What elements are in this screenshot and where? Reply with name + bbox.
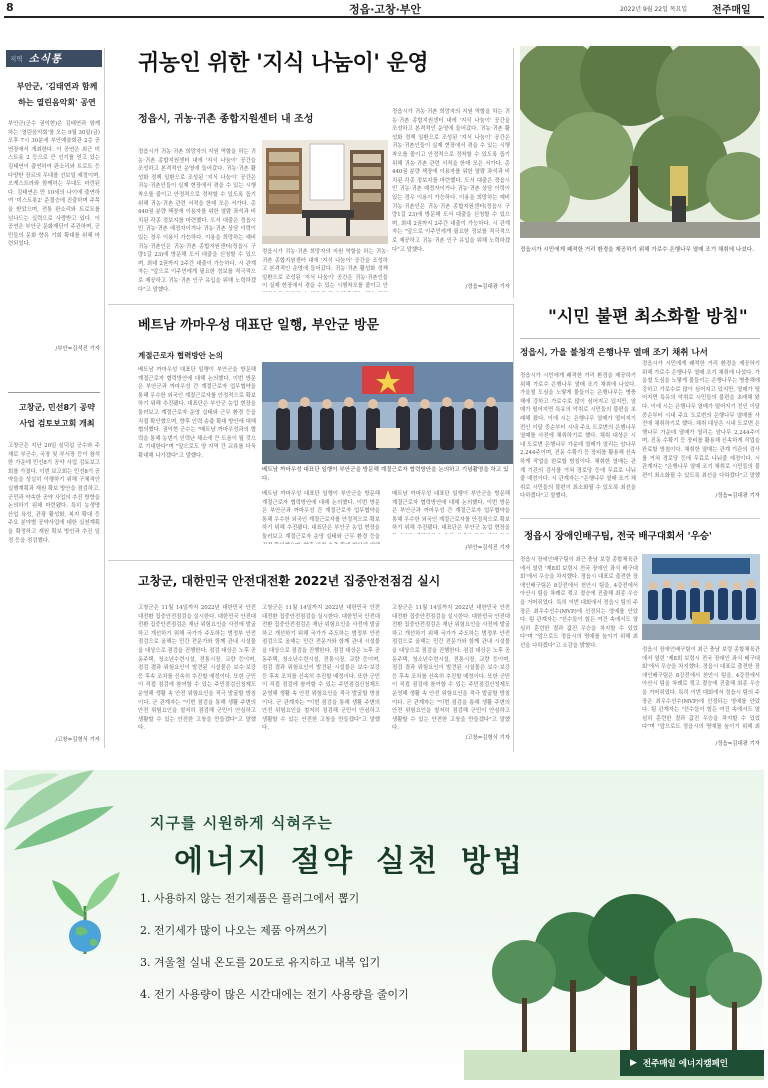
article2-title: "시민 불편 최소화할 방침" xyxy=(548,307,748,327)
sidebar-title: 소식통 xyxy=(28,53,62,65)
sidebar-divider xyxy=(8,392,100,393)
sidebar-heading xyxy=(6,50,102,67)
article3-caption: 베트남 까마우성 대표단 일행이 부안군을 방문해 계절근로자 협력방안을 논의하고 기념촬영을 하고 있다. xyxy=(262,467,509,482)
delegation-photo xyxy=(262,362,514,464)
sidebar-news2-body: 고창군은 지난 20일 심덕섭 군수와 주재로 부군수, 국장 및 부서장 등이 참석한 가운데 민선8기 공약 사업 검토보고회를 가졌다. 이번 보고회는 민선8기 공약들을 성실히 이행하기 위해 구체적인 실행계획과 재원 확보 방안을 점검하고, 군민과 약속한 공약 사업의 추진 방향을 논의하기 위해 마련됐다. 특히 농생명 산업 육성, 관광 활성화, 복지 확대 등 주요 분야별 공약사업에 대한 실천계획을 확정하고 재원 확보 방안과 추진 일정 등을 점검했다. xyxy=(8,443,100,544)
article4-byline: /고창=김형식 기자 xyxy=(465,735,510,741)
col-separator-a xyxy=(513,48,514,298)
article1-title: 귀농인 위한 '지식 나눔이' 운영 xyxy=(138,51,429,76)
article3-body-col3: 베트남 까마우성 대표단 일행이 부안군을 방문해 계절근로자 협력방안에 대해 논의했다. 이번 방문은 부안군과 까마우성 간 계절근로자 업무협약을 통해 우수한 외국인 계절근로자를 안정적으로 확보하기 위해 추진됐다. 대표단은 부안군 농업 현장을 xyxy=(392,491,510,532)
col-separator-b xyxy=(513,304,514,752)
section-title: 정읍·고창·부안 xyxy=(348,3,422,16)
article3-top-rule xyxy=(108,304,514,305)
article5-title: 정읍시 장애인배구팀, 전국 배구대회서 '우승' xyxy=(524,531,712,542)
sidebar-news1-headline: 부안군, '김태연과 함께 하는 열린음악회' 공연 xyxy=(16,82,98,107)
article2-body-col2: 정읍시가 시민에게 쾌적한 거리 환경을 제공하기 위해 가로수 은행나무 열매 조기 채취에 나섰다. 가을철 도심을 노랗게 물들이는 은행나무는 병충해에 강하고 가로수로 많이 심어지고 있지만, 열매가 떨어지면 특유의 악취로 시민들의 불편을 초래해 왔다. 이에 시는 은행나무 열매가 떨어지기 전인 이달 중순부터 시내 주요 도로변의 은행나무 열매를 사전에 채취하기로 했다. 채취 대상은 시내 도로변 은행나무 가운데 열매가 열리는 암나무 2,244주이며, 진동 수확기 등 장비를 활용해 신속하게 작업을 완료할 방침이다. 채취한 열매는 관계 기관의 검사를 거쳐 경로당 등에 무료로 나눠줄 예정이다. 시 관계자는 "은행나무 열매 조기 채취로 시민들의 불편이 최소화될 수 있도록 최선을 다하겠다"고 말했 xyxy=(642,361,760,479)
ad-tip-3: 3. 겨울철 실내 온도를 20도로 유지하고 내복 입기 xyxy=(140,956,381,969)
article4-body-col2: 고창군은 11월 14일까지 2022년 대한민국 안전대전환 집중안전점검을 실시한다. 대한민국 안전대전환 집중안전점검은 재난 위험요인을 사전에 발굴하고 개선하기 위해 국가가 주도하는 범정부 안전점검으로 올해는 민간 전문가와 함께 관내 시설물을 대상으로 점검을 진행한다. 점검 대상은 노후 공동주택, 청소년수련시설, 전통시장, 교량 등이며, 점검 결과 위험요인이 발견된 시설물은 보수·보강 등 후속 조치를 신속히 추진할 예정이다. 또한 군민이 직접 점검에 참여할 수 있는 주민점검신청제도 운영해 생활 속 안전 위험요인을 적극 발굴할 방침이다. 군 관계자는 "이번 점검을 통해 생활 주변의 안전 위험요인을 철저히 점검해 군민이 안심하고 생활할 수 있는 안전한 고창을 만들겠다"고 말했다. xyxy=(262,605,380,732)
photo1-caption: 정읍시가 시민에게 쾌적한 거리 환경을 제공하기 위해 가로수 은행나무 열매 조기 채취에 나섰다. xyxy=(520,247,754,253)
article4-top-rule xyxy=(108,560,514,561)
article3-subtitle: 계절근로자 협력방안 논의 xyxy=(138,351,223,360)
ad-earth-icon xyxy=(40,858,130,958)
article3-byline: /부안=김석진 기자 xyxy=(465,545,510,551)
article2-bottom-rule xyxy=(520,518,760,519)
sidebar-tag: 지역 xyxy=(10,55,23,63)
article3-body-col1: 베트남 까마우성 대표단 일행이 부안군을 방문해 계절근로자 협력방안에 대해 논의했다. 이번 방문은 부안군과 까마우성 간 계절근로자 업무협약을 통해 우수한 외국인 계절근로자를 안정적으로 확보하기 위해 추진됐다. 대표단은 부안군 농업 현장을 둘러보고 계절근로자 운영 실태와 근무 환경 등을 직접 확인했으며, 향후 인력 송출 확대 방안에 대해 협의했다. 권익현 군수는 "베트남 까마우성과의 협력을 통해 농번기 인력난 해소에 큰 도움이 될 것으로 기대한다"며 "앞으로도 양 지역 간 교류를 더욱 확대해 나가겠다"고 말했다. xyxy=(138,367,256,459)
header-rule xyxy=(4,16,764,18)
article4-title: 고창군, 대한민국 안전대전환 2022년 집중안전점검 실시 xyxy=(138,574,441,588)
ad-tip-2: 2. 전기세가 많이 나오는 제품 아껴쓰기 xyxy=(140,924,328,937)
ad-leaf-decoration xyxy=(4,770,124,860)
sidebar-news2-headline: 고창군, 민선8기 공약 사업 검토보고회 개최 xyxy=(19,403,95,428)
article3-body-col2: 베트남 까마우성 대표단 일행이 부안군을 방문해 계절근로자 협력방안에 대해 논의했다. 이번 방문은 부안군과 까마우성 간 계절근로자 업무협약을 통해 우수한 외국인 계절근로자를 안정적으로 확보하기 위해 추진됐다. 대표단은 부안군 농업 현장을 둘러보고 계절근로자 운영 실태와 근무 환경 등을 xyxy=(262,491,380,540)
article2-rule xyxy=(520,338,760,339)
article5-body-col2: 정읍시 장애인배구팀이 최근 충남 보령 종합체육관에서 열린 '제8회 보령시 전국 장애인 좌식 배구대회'에서 우승을 차지했다. 정읍시 대표로 출전한 장애인배구팀은 8강전에서 천안시 팀을, 4강전에서 아산시 팀을 차례로 꺾고 결승에 진출해 최종 우승을 거머쥐었다. 특히 이번 대회에서 정읍시 팀의 주장은 최우수선수(MVP)에 선정되는 영예를 안았다. 팀 관계자는 "선수들이 힘든 여건 속에서도 열심히 훈련한 결과 값진 우승을 차지할 수 있었다"며 "앞으로도 정읍시의 명예를 높이기 위해 최 xyxy=(642,647,760,730)
paper-name: 전주매일 xyxy=(712,5,751,16)
article5-byline: /정읍=김대광 기자 xyxy=(715,741,760,747)
article4-body-col1: 고창군은 11월 14일까지 2022년 대한민국 안전대전환 집중안전점검을 실시한다. 대한민국 안전대전환 집중안전점검은 재난 위험요인을 사전에 발굴하고 개선하기 위해 국가가 주도하는 범정부 안전점검으로 올해는 민간 전문가와 함께 관내 시설물을 대상으로 점검을 진행한다. 점검 대상은 노후 공동주택, 청소년수련시설, 전통시장, 교량 등이며, 점검 결과 위험요인이 발견된 시설물은 보수·보강 등 후속 조치를 신속히 추진할 예정이다. 또한 군민이 직접 점검에 참여할 수 있는 주민점검신청제도 운영해 생활 속 안전 위험요인을 적극 발굴할 방침이다. 군 관계자는 "이번 점검을 통해 생활 주변의 안전 위험요인을 철저히 점검해 군민이 안심하고 생활할 수 있는 안전한 고창을 만들겠다"고 말했다. xyxy=(138,605,256,732)
article2-subtitle: 정읍시, 가을 불청객 은행나무 열매 조기 채취 나서 xyxy=(520,348,708,358)
sidebar-news1-body: 부안군(군수 권익현)은 김태연과 함께하는 '열린음악회'를 오는 9월 30일(금) 오후 7시 30분에 부안예술회관 2층 공연장에서 개최한다. 이 공연은 최근 미스트롯 2 등으로 큰 인기를 얻고 있는 김태연이 출연하여 판소리와 트로트 등 다양한 장르의 무대를 선보일 예정이며, 오케스트라와 함께하는 무대도 마련된다. 김태연은 만 10세의 나이에 출연하여 '미스트롯2' 준결승에 진출하며 주목을 받았으며, 전통 판소리와 트로트를 넘나드는 실력으로 사랑받고 있다. 이 공연은 부안군 문화재단이 주관하며, 군민들의 문화 향유 기회 확대를 위해 마련되었다. xyxy=(8,121,100,248)
ad-title: 에너지 절약 실천 방법 xyxy=(174,844,526,879)
ad-tip-1: 1. 사용하지 않는 전기제품은 플러그에서 뽑기 xyxy=(140,892,360,905)
ad-tip-4: 4. 전기 사용량이 많은 시간대에는 전기 사용량을 줄이기 xyxy=(140,988,409,1001)
library-photo xyxy=(262,140,388,244)
article1-body-col1: 정읍시가 귀농·귀촌 희망자의 지원 역할을 하는 귀농·귀촌 종합지원센터 내에 '지식 나눔이' 공간을 조성하고 본격적인 운영에 들어갔다. 귀농·귀촌 활성화 정책 일환으로 조성된 '지식 나눔이' 공간은 귀농·귀촌인들이 실제 현장에서 겪을 수 있는 시행착오를 줄이고 안정적으로 정착할 수 있도록 돕기 위해 귀농·귀촌 관련 서적을 한데 모은 서가다. 총 440권 분량 책장에 이용자를 위한 열람 좌석과 비치된 각종 정보지를 마련했다. 도서 대출은 정읍시민 귀농·귀촌 예정자이거나 귀농·귀촌 상담 이력이 있는 경우 이용이 가능하다. 이용을 희망하는 예비귀농·귀촌인은 귀농·귀촌 종합지원센터(정읍시 구량1길 23)에 방문해 도서 대출을 신청할 수 있으며, 최대 2권까지 2주간 대출이 가능하다. 시 관계자는 "앞으로 이주민에게 필요한 정보를 적극적으로 제공하고 귀농·귀촌 인구 유입을 위해 노력하겠다"고 말했다. xyxy=(138,149,256,292)
issue-date: 2022년 9월 22일 목요일 xyxy=(620,6,688,13)
ginkgo-tree-photo xyxy=(520,46,760,238)
article1-body-col3: 정읍시가 귀농·귀촌 희망자의 지원 역할을 하는 귀농·귀촌 종합지원센터 내에 '지식 나눔이' 공간을 조성하고 본격적인 운영에 들어갔다. 귀농·귀촌 활성화 정책 일환으로 조성된 '지식 나눔이' 공간은 귀농·귀촌인들이 실제 현장에서 겪을 수 있는 시행착오를 줄이고 안정적으로 정착할 수 있도록 돕기 위해 귀농·귀촌 관련 서적을 한데 모은 서가다. 총 440권 분량 책장에 이용자를 위한 열람 좌석과 비치된 각종 정보지를 마련했다. 도서 대출은 정읍시민 귀농·귀촌 예정자이거나 귀농·귀촌 상담 이력이 있는 경우 이용이 가능하다. 이용을 희망하는 예비귀농·귀촌인은 귀농·귀촌 종합지원센터(정읍시 구량1길 23)에 방문해 도서 대출을 신청할 수 있으며, 최대 2권까지 2주간 대출이 가능하다. 시 관계자는 "앞으로 이주민에게 필요한 정보를 적극적으로 제공하고 귀농·귀촌 인구 유입을 위해 노력하겠다"고 말했다. xyxy=(392,109,510,253)
page-number: 8 xyxy=(6,1,14,14)
play-arrow-icon: ▶ xyxy=(630,1058,637,1068)
sidebar-news1-byline: /부안=김석진 기자 xyxy=(55,346,100,352)
article4-body-col3: 고창군은 11월 14일까지 2022년 대한민국 안전대전환 집중안전점검을 실시한다. 대한민국 안전대전환 집중안전점검은 재난 위험요인을 사전에 발굴하고 개선하기 위해 국가가 주도하는 범정부 안전점검으로 올해는 민간 전문가와 함께 관내 시설물을 대상으로 점검을 진행한다. 점검 대상은 노후 공동주택, 청소년수련시설, 전통시장, 교량 등이며, 점검 결과 위험요인이 발견된 시설물은 보수·보강 등 후속 조치를 신속히 추진할 예정이다. 또한 군민이 직접 점검에 참여할 수 있는 주민점검신청제도 운영해 생활 속 안전 위험요인을 적극 발굴할 방침이다. 군 관계자는 "이번 점검을 통해 생활 주변의 안전 위험요인을 철저히 점검해 군민이 안심하고 생활할 수 있는 안전한 고창을 만들겠다"고 말했다. xyxy=(392,605,510,732)
article2-body-col1: 정읍시가 시민에게 쾌적한 거리 환경을 제공하기 위해 가로수 은행나무 열매 조기 채취에 나섰다. 가을철 도심을 노랗게 물들이는 은행나무는 병충해에 강하고 가로수로 많이 심어지고 있지만, 열매가 떨어지면 특유의 악취로 시민들의 불편을 초래해 왔다. 이에 시는 은행나무 열매가 떨어지기 전인 이달 중순부터 시내 주요 도로변의 은행나무 열매를 사전에 채취하기로 했다. 채취 대상은 시내 도로변 은행나무 가운데 열매가 열리는 암나무 2,244주이며, 진동 수확기 등 장비를 활용해 신속하게 작업을 완료할 방침이다. 채취한 열매는 관계 기관의 검사를 거쳐 경로당 등에 무료로 나눠줄 예정이다. 시 관계자는 "은행나무 열매 조기 채취로 시민들의 불편이 최소화될 수 있도록 최선을 다하겠다"고 말했다. xyxy=(520,373,636,500)
sidebar-news2-byline: /고창=김형식 기자 xyxy=(55,737,100,743)
ad-top-text: 지구를 시원하게 식혀주는 xyxy=(150,814,333,832)
article1-byline: /정읍=김대광 기자 xyxy=(465,284,510,290)
article2-byline: /정읍=김대광 기자 xyxy=(715,493,760,499)
article1-body-col2: 정읍시가 귀농·귀촌 희망자의 지원 역할을 하는 귀농·귀촌 종합지원센터 내에 '지식 나눔이' 공간을 조성하고 본격적인 운영에 들어갔다. 귀농·귀촌 활성화 정책 일환으로 조성된 '지식 나눔이' 공간은 귀농·귀촌인들이 실제 현장에서 겪을 수 있는 시행착오를 줄이고 안 xyxy=(262,249,388,290)
ad-footer-text: 전주매일 에너지캠페인 xyxy=(642,1059,728,1069)
sidebar-separator xyxy=(104,48,105,748)
energy-ad xyxy=(4,770,764,1084)
volleyball-team-photo xyxy=(642,554,760,640)
ad-footer-bar xyxy=(620,1050,764,1076)
article5-body-col1: 정읍시 장애인배구팀이 최근 충남 보령 종합체육관에서 열린 '제8회 보령시 전국 장애인 좌식 배구대회'에서 우승을 차지했다. 정읍시 대표로 출전한 장애인배구팀은 8강전에서 천안시 팀을, 4강전에서 아산시 팀을 차례로 꺾고 결승에 진출해 최종 우승을 거머쥐었다. 특히 이번 대회에서 정읍시 팀의 주장은 최우수선수(MVP)에 선정되는 영예를 안았다. 팀 관계자는 "선수들이 힘든 여건 속에서도 열심히 훈련한 결과 값진 우승을 차지할 수 있었다"며 "앞으로도 정읍시의 명예를 높이기 위해 최선을 다하겠다"고 소감을 밝혔다. xyxy=(520,557,638,649)
article3-title: 베트남 까마우성 대표단 일행, 부안군 방문 xyxy=(138,318,380,333)
article1-subtitle: 정읍시, 귀농·귀촌 종합지원센터 내 조성 xyxy=(138,114,314,125)
